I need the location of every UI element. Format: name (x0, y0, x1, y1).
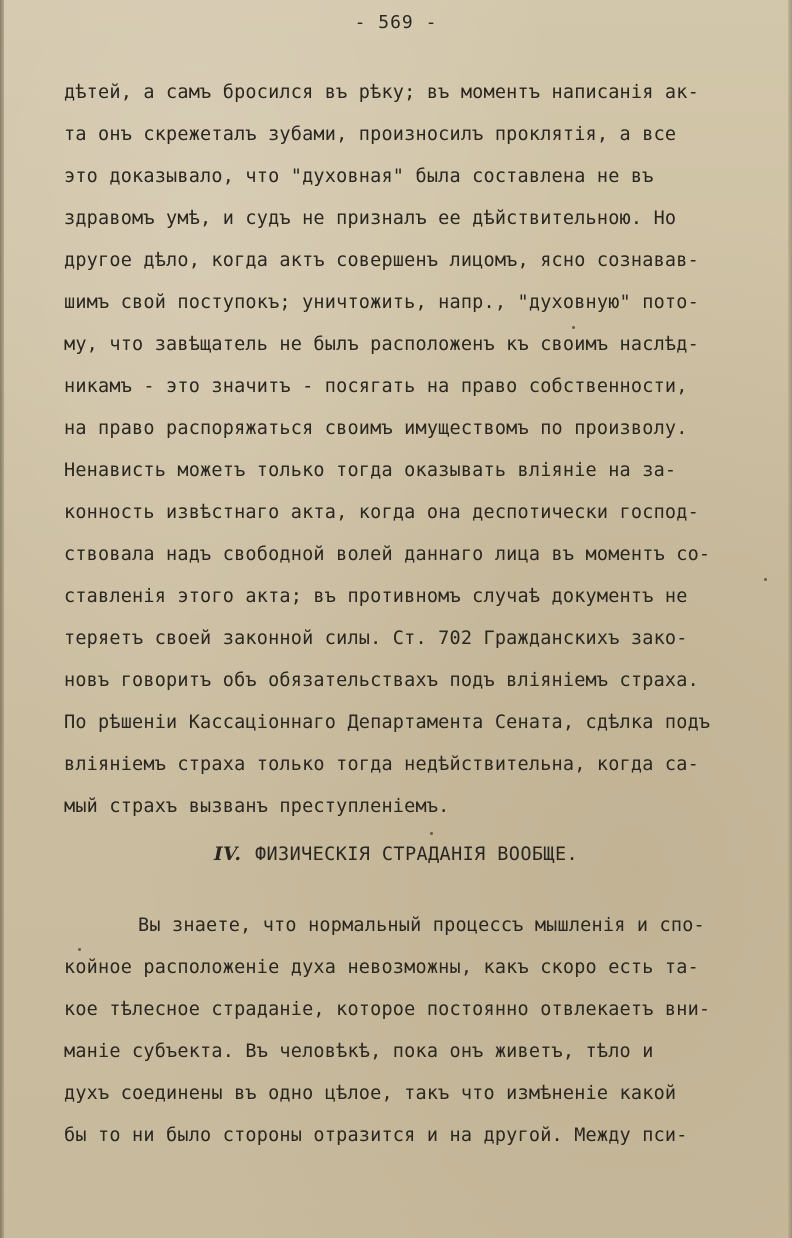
body-line: му, что завѣщатель не былъ расположенъ къ своимъ наслѣд- (64, 334, 699, 355)
scan-speck (430, 832, 433, 835)
body-line: ставленія этого акта; въ противномъ случаѣ документъ не (64, 586, 688, 607)
body-line: вліяніемъ страха только тогда недѣйствительна, когда са- (64, 754, 699, 775)
body-line: теряетъ своей законной силы. Ст. 702 Гражданскихъ зако- (64, 628, 688, 649)
section-heading (0, 844, 792, 865)
body-line: койное расположеніе духа невозможны, какъ скоро есть та- (64, 957, 699, 978)
body-line: конность извѣстнаго акта, когда она деспотически господ- (64, 502, 699, 523)
body-line: мый страхъ вызванъ преступленіемъ. (64, 796, 450, 817)
body-line: здравомъ умѣ, и судъ не призналъ ее дѣйствительною. Но (64, 208, 677, 229)
body-text-block (64, 72, 784, 828)
body-line: Ненависть можетъ только тогда оказывать вліяніе на за- (64, 460, 677, 481)
body-line: По рѣшеніи Кассаціоннаго Департамента Сената, сдѣлка подъ (64, 712, 711, 733)
body-line: бы то ни было стороны отразится и на другой. Между пси- (64, 1125, 688, 1146)
page-number: - 569 - (354, 12, 438, 33)
body-line: другое дѣло, когда актъ совершенъ лицомъ, ясно сознавав- (64, 250, 699, 271)
section-title: ФИЗИЧЕСКІЯ СТРАДАНІЯ ВООБЩЕ. (254, 844, 579, 865)
scan-speck (78, 948, 81, 951)
body-line: Вы знаете, что нормальный процессъ мышленія и спо- (138, 915, 705, 936)
body-text-block-2 (64, 905, 784, 1157)
section-number: IV. (213, 844, 242, 865)
page-left-edge (0, 0, 4, 1238)
body-line: духъ соединены въ одно цѣлое, такъ что измѣненіе какой (64, 1083, 677, 1104)
body-line: это доказывало, что "духовная" была составлена не въ (64, 166, 654, 187)
page-right-edge (788, 0, 792, 1238)
body-line: кое тѣлесное страданіе, которое постоянно отвлекаетъ вни- (64, 999, 711, 1020)
body-line: никамъ - это значитъ - посягать на право собственности, (64, 376, 688, 397)
scan-speck (572, 326, 575, 329)
body-line: дѣтей, а самъ бросился въ рѣку; въ моментъ написанія ак- (64, 82, 699, 103)
scan-speck (764, 578, 767, 581)
body-line: та онъ скрежеталъ зубами, произносилъ проклятія, а все (64, 124, 677, 145)
body-line: шимъ свой поступокъ; уничтожить, напр., "духовную" пото- (64, 292, 699, 313)
body-line: новъ говоритъ объ обязательствахъ подъ вліяніемъ страха. (64, 670, 699, 691)
body-line: маніе субъекта. Въ человѣкѣ, пока онъ живетъ, тѣло и (64, 1041, 654, 1062)
body-line: на право распоряжаться своимъ имуществомъ по произволу. (64, 418, 688, 439)
body-line: ствовала надъ свободной волей даннаго лица въ моментъ со- (64, 544, 711, 565)
